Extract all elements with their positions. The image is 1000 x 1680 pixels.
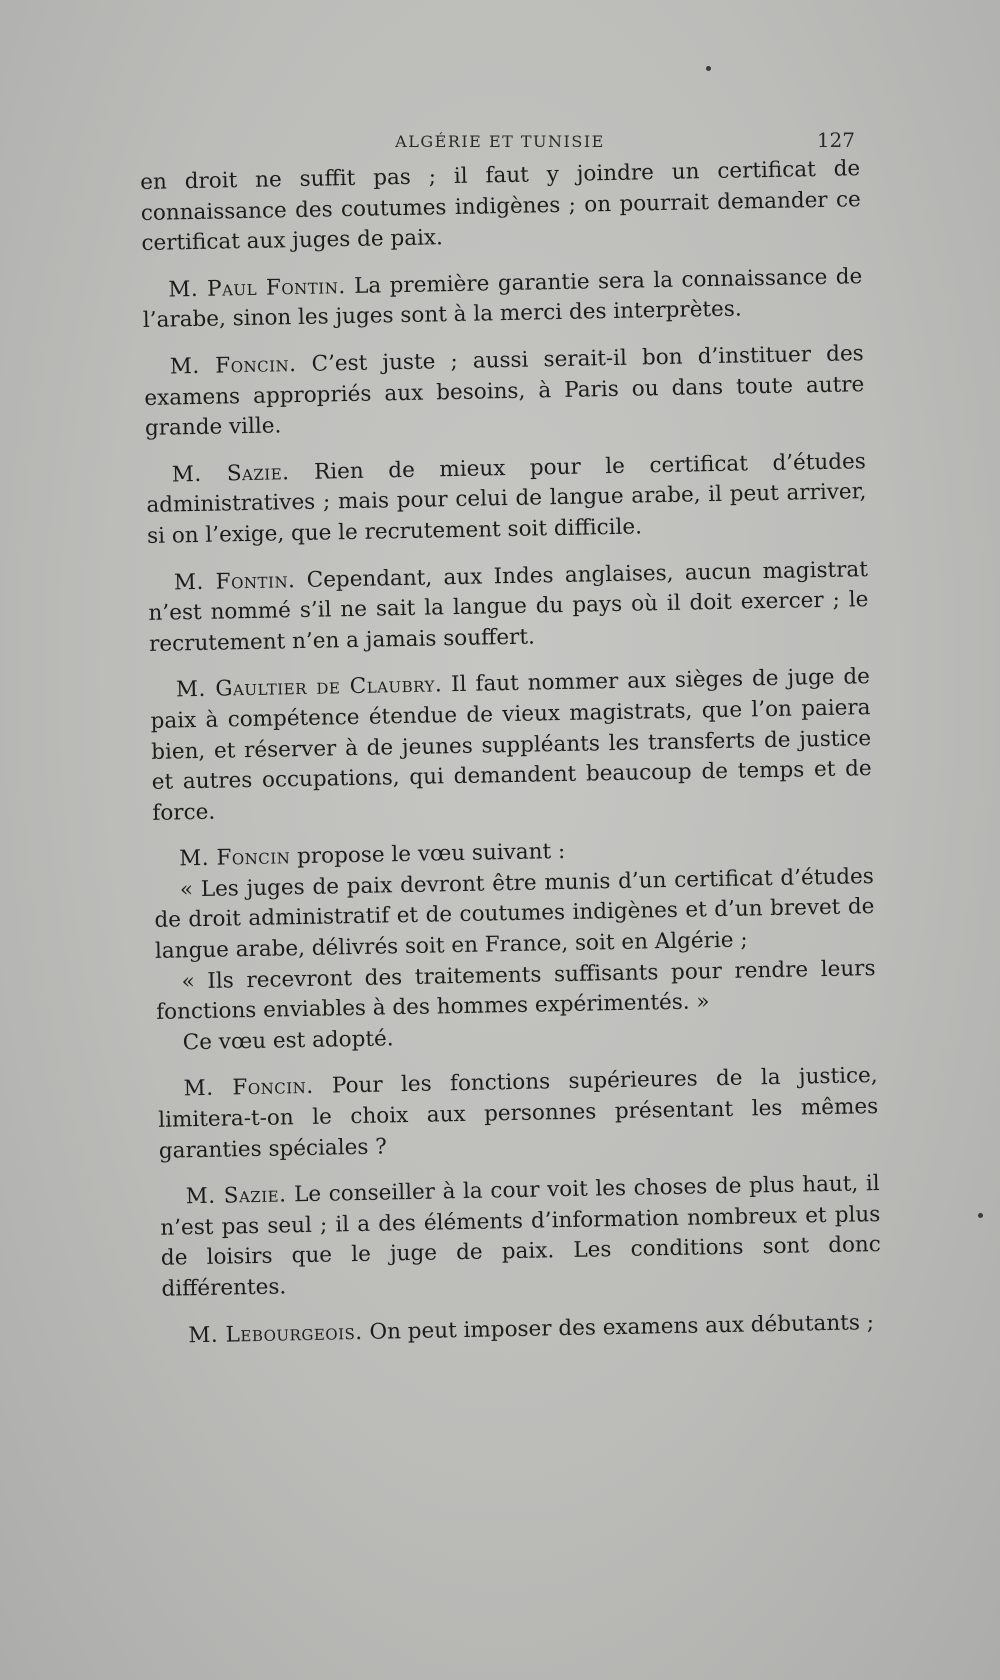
paragraph xyxy=(146,447,868,553)
paragraph-text: « Les juges de paix devront être munis d’un certificat d’études de droit administratif et de coutumes indigènes et d’un brevet de langue arabe, délivrés soit en France, soit en Algérie ; xyxy=(154,863,875,964)
paragraph-text: La première garantie sera la connaissance de l’arabe, sinon les juges sont à la merci des interprètes. xyxy=(142,263,863,334)
print-speck xyxy=(706,66,711,71)
speaker-name: M. Sazie. xyxy=(171,459,290,488)
print-speck xyxy=(978,1213,983,1218)
page-header xyxy=(140,128,860,158)
paragraph xyxy=(144,339,866,445)
paragraph xyxy=(148,555,870,661)
paragraph-text: Pour les fonctions supérieures de la justice, limitera-t-on le choix aux personnes présentant les mêmes garanties spéciales ? xyxy=(158,1063,879,1164)
paragraph-text: Le conseiller à la cour voit les choses de plus haut, il n’est pas seul ; il a des éléments d’information nombreux et plus de loisirs que le juge de paix. Les conditions sont donc différentes. xyxy=(160,1171,882,1302)
speaker-name: M. Sazie. xyxy=(185,1182,287,1210)
speaker-name: M. Foncin. xyxy=(183,1074,314,1102)
speaker-name: M. Paul Fontin. xyxy=(168,273,346,303)
speaker-name: M. Foncin. xyxy=(169,352,297,380)
paragraph-text: C’est juste ; aussi serait-il bon d’instituer des examens appropriés aux besoins, à Paris ou dans toute autre grande ville. xyxy=(144,341,865,442)
paragraph-text: Cependant, aux Indes anglaises, aucun magistrat n’est nommé s’il ne sait la langue du pays où il doit exercer ; le recrutement n’en a jamais souffert. xyxy=(148,556,869,657)
speaker-name: M. Lebourgeois. xyxy=(188,1319,363,1348)
paragraph xyxy=(150,662,873,829)
paragraph xyxy=(142,262,863,337)
paragraph-text: « Ils recevront des traitements suffisants pour rendre leurs fonctions enviables à des hommes expérimentés. » xyxy=(155,955,876,1026)
quoted-resolution xyxy=(154,862,876,968)
paragraph xyxy=(162,1308,882,1352)
paragraph-text: Ce vœu est adopté. xyxy=(182,1026,394,1056)
paragraph xyxy=(140,154,862,260)
speaker-name: M. Gaultier de Claubry. xyxy=(175,672,443,703)
paragraph-text: en droit ne suffit pas ; il faut y joindre un certificat de connaissance des coutumes indigènes ; on pourrait demander ce certificat aux juges de paix. xyxy=(140,156,861,257)
page-number: 127 xyxy=(816,128,855,152)
speaker-name: M. Fontin. xyxy=(173,567,296,595)
paragraph-text: On peut imposer des examens aux débutants ; xyxy=(362,1309,875,1345)
paragraph xyxy=(157,1061,879,1167)
body-text xyxy=(140,154,883,1352)
paragraph-text: Il faut nommer aux sièges de juge de paix à compétence étendue de vieux magistrats, que l’on paiera bien, et réserver à de jeunes suppléants les transferts de justice et autres occupations, qui demandent beaucoup de temps et de force. xyxy=(150,664,872,826)
paragraph xyxy=(159,1169,881,1305)
paragraph-text: propose le vœu suivant : xyxy=(290,839,566,870)
paragraph-text: Rien de mieux pour le certificat d’études administratives ; mais pour celui de langue arabe, il peut arriver, si on l’exige, que le recrutement soit difficile. xyxy=(146,448,867,549)
speaker-name: M. Foncin xyxy=(179,844,291,872)
running-head: ALGÉRIE ET TUNISIE xyxy=(395,132,605,151)
